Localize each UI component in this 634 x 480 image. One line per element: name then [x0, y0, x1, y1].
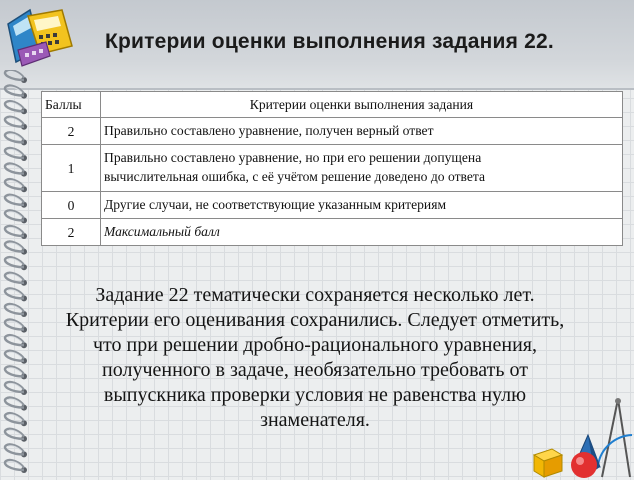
- criteria-cell: Правильно составлено уравнение, получен верный ответ: [101, 118, 623, 145]
- binding-ring: [5, 335, 24, 345]
- score-cell: 1: [42, 145, 101, 192]
- binding-ring: [5, 179, 24, 189]
- binding-ring: [5, 117, 24, 127]
- calculator-icon: [6, 6, 78, 70]
- binding-ring: [5, 101, 24, 111]
- criteria-table: [41, 91, 623, 246]
- criteria-cell: Правильно составлено уравнение, но при его решении допущена вычислительная ошибка, с её учётом решение доведено до ответа: [101, 145, 623, 192]
- binding-ring: [5, 413, 24, 423]
- binding-ring: [5, 444, 24, 454]
- column-header-score: Баллы: [42, 92, 101, 118]
- score-cell: 0: [42, 192, 101, 219]
- body-line: что при решении дробно-рационального уравнения,: [93, 334, 537, 356]
- body-line: полученного в задаче, необязательно требовать от: [102, 359, 528, 381]
- table-row: [42, 118, 623, 145]
- binding-ring: [5, 257, 24, 267]
- binding-ring: [5, 195, 24, 205]
- table-row: [42, 219, 623, 246]
- binding-ring: [5, 242, 24, 252]
- spiral-binding: [0, 70, 34, 480]
- binding-ring: [5, 398, 24, 408]
- table-row: [42, 192, 623, 219]
- criteria-cell: Другие случаи, не соответствующие указанным критериям: [101, 192, 623, 219]
- binding-ring: [5, 273, 24, 283]
- binding-ring: [5, 148, 24, 158]
- geometry-shapes-icon: [528, 395, 634, 480]
- criteria-cell: Максимальный балл: [101, 219, 623, 246]
- binding-ring: [5, 351, 24, 361]
- binding-ring: [5, 429, 24, 439]
- table-row: [42, 145, 623, 192]
- binding-ring: [5, 226, 24, 236]
- score-cell: 2: [42, 118, 101, 145]
- body-line: Критерии его оценивания сохранились. Следует отметить,: [65, 309, 565, 331]
- page-title: Критерии оценки выполнения задания 22.: [105, 30, 554, 53]
- binding-ring: [5, 460, 24, 470]
- body-line: выпускника проверки условия не равенства нулю: [103, 384, 527, 406]
- binding-ring: [5, 86, 24, 96]
- binding-ring: [5, 382, 24, 392]
- binding-ring: [5, 366, 24, 376]
- binding-ring: [5, 288, 24, 298]
- score-cell: 2: [42, 219, 101, 246]
- binding-ring: [5, 70, 24, 80]
- body-line: знаменателя.: [260, 409, 370, 431]
- binding-ring: [5, 210, 24, 220]
- table-header-row: [42, 92, 623, 118]
- body-line: Задание 22 тематически сохраняется несколько лет.: [95, 284, 535, 306]
- binding-ring: [5, 164, 24, 174]
- binding-ring: [5, 132, 24, 142]
- binding-ring: [5, 304, 24, 314]
- body-paragraph: [50, 283, 580, 433]
- binding-ring: [5, 320, 24, 330]
- column-header-criteria: Критерии оценки выполнения задания: [101, 92, 623, 118]
